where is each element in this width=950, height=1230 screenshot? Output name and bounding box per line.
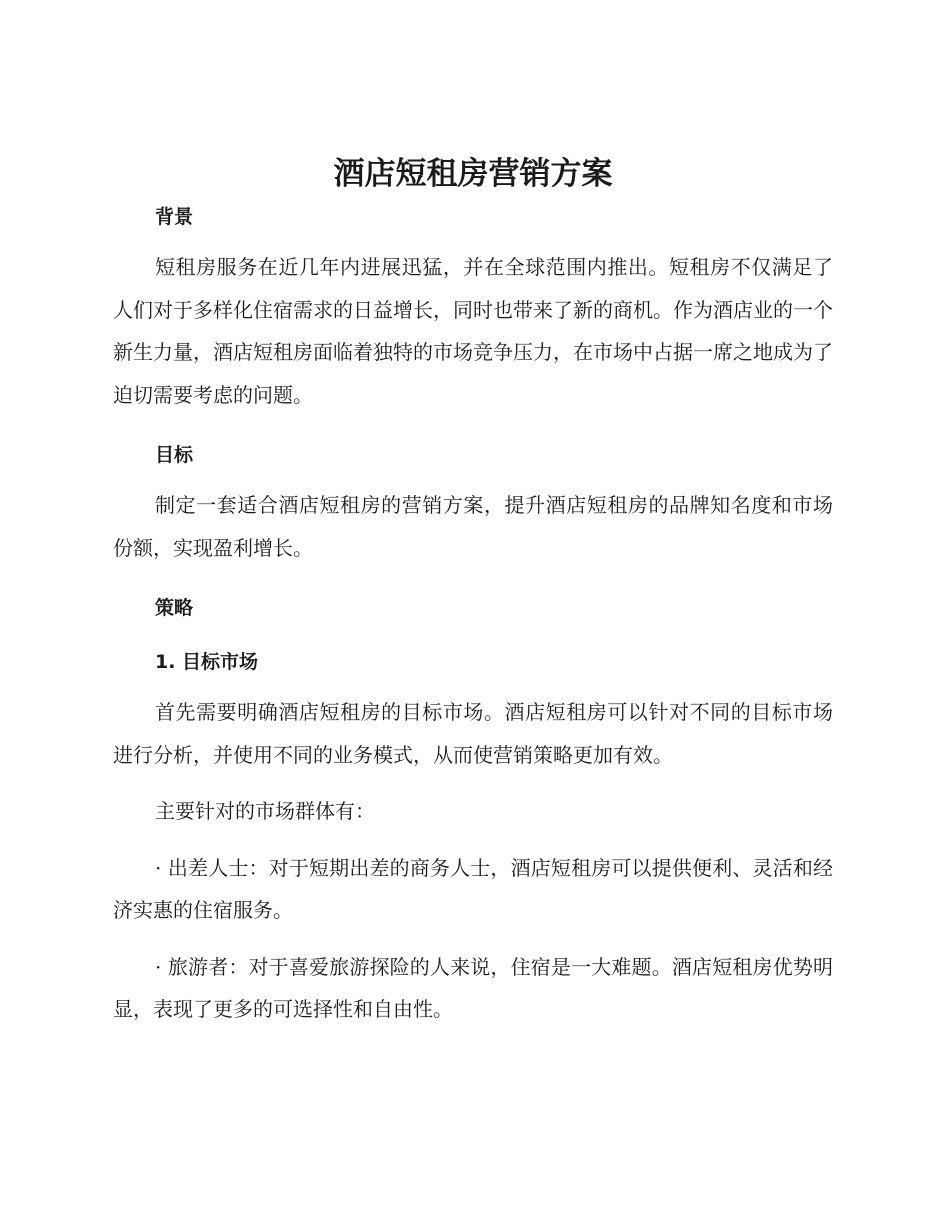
section-heading-strategy: 策略 [155,597,194,619]
paragraph-groups-intro: 主要针对的市场群体有： [155,799,375,823]
subsection-heading-target-market: 1. 目标市场 [155,651,259,673]
paragraph-goal: 制定一套适合酒店短租房的营销方案，提升酒店短租房的品牌知名度和市场份额，实现盈利增长。 [113,493,833,560]
list-item-business-travelers: · 出差人士：对于短期出差的商务人士，酒店短租房可以提供便利、灵活和经济实惠的住宿服务。 [113,855,833,922]
list-item-tourists: · 旅游者：对于喜爱旅游探险的人来说，住宿是一大难题。酒店短租房优势明显，表现了更多的可选择性和自由性。 [113,954,833,1021]
paragraph-target-market: 首先需要明确酒店短租房的目标市场。酒店短租房可以针对不同的目标市场进行分析，并使用不同的业务模式，从而使营销策略更加有效。 [113,700,833,767]
section-heading-background: 背景 [155,206,194,228]
document-page [113,150,833,1031]
section-heading-goal: 目标 [155,444,194,466]
document-title: 酒店短租房营销方案 [333,156,613,192]
paragraph-background: 短租房服务在近几年内进展迅猛，并在全球范围内推出。短租房不仅满足了人们对于多样化住宿需求的日益增长，同时也带来了新的商机。作为酒店业的一个新生力量，酒店短租房面临着独特的市场竞争压力，在市场中占据一席之地成为了迫切需要考虑的问题。 [113,255,833,407]
